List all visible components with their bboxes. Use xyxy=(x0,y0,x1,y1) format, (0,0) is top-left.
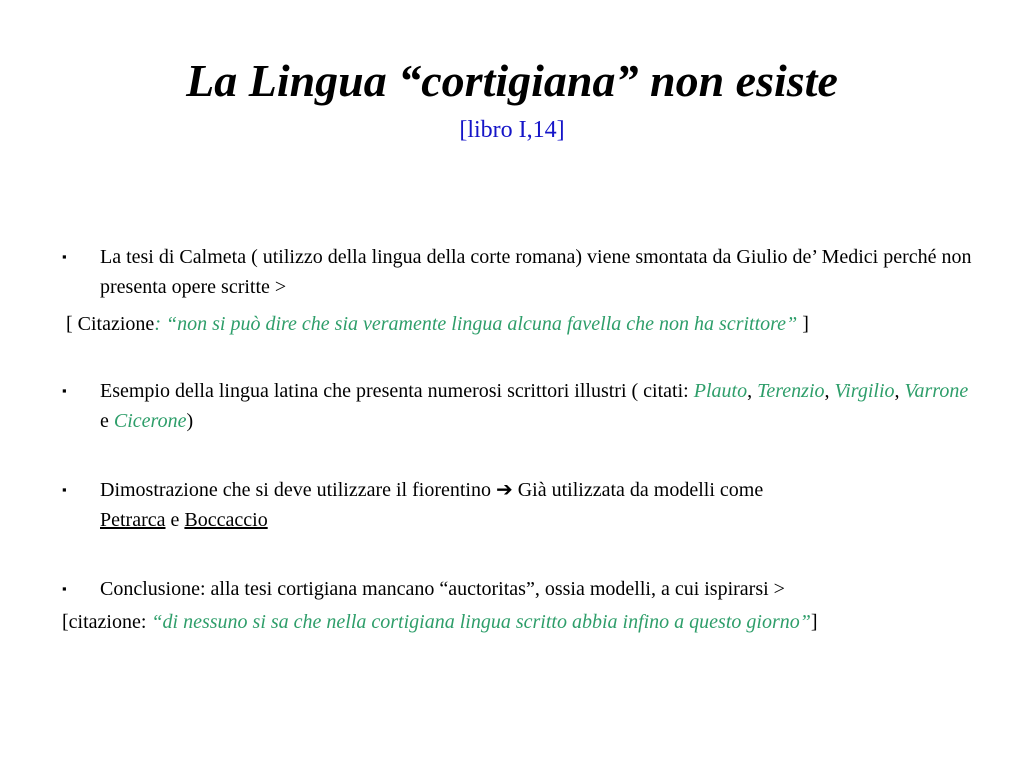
author-terenzio: Terenzio xyxy=(757,380,825,402)
citation-2 xyxy=(62,607,818,637)
bullet-square-icon: ▪ xyxy=(62,383,67,398)
bullet-item-3 xyxy=(62,475,982,535)
citation-colon: : xyxy=(154,313,166,335)
separator: , xyxy=(894,380,905,402)
author-varrone: Varrone xyxy=(904,380,969,402)
citation-1 xyxy=(66,309,809,339)
author-plauto: Plauto xyxy=(693,380,748,402)
author-cicerone: Cicerone xyxy=(113,410,187,432)
bullet-text-part1: Dimostrazione che si deve utilizzare il fiorentino xyxy=(100,479,496,501)
bullet-square-icon: ▪ xyxy=(62,249,67,264)
bullet-square-icon: ▪ xyxy=(62,482,67,497)
bullet-text xyxy=(100,376,982,436)
model-petrarca: Petrarca xyxy=(100,509,166,531)
separator: , xyxy=(824,380,835,402)
citation-close: ] xyxy=(810,611,818,633)
citation-open: [ Citazione xyxy=(66,313,155,335)
slide-title: La Lingua “cortigiana” non esiste xyxy=(186,55,838,106)
bullet-item-4 xyxy=(62,574,982,604)
citation-close: ] xyxy=(797,313,809,335)
citation-quote: “non si può dire che sia veramente lingua alcuna favella che non ha scrittore” xyxy=(165,313,798,335)
citation-open: [citazione: xyxy=(62,611,152,633)
separator: , xyxy=(747,380,758,402)
bullet-text-before: Esempio della lingua latina che presenta numerosi scrittori illustri ( citati: xyxy=(100,380,694,402)
bullet-text: Conclusione: alla tesi cortigiana mancano “auctoritas”, ossia modelli, a cui ispirarsi > xyxy=(100,578,785,600)
conjunction: e xyxy=(165,509,185,531)
bullet-text xyxy=(100,475,982,535)
bullet-item-2 xyxy=(62,376,982,436)
bullet-text-part2: Già utilizzata da modelli come xyxy=(512,479,764,501)
right-arrow-icon: ➔ xyxy=(495,479,513,501)
author-virgilio: Virgilio xyxy=(834,380,895,402)
model-boccaccio: Boccaccio xyxy=(184,509,268,531)
conjunction: e xyxy=(100,410,114,432)
slide-subtitle: [libro I,14] xyxy=(459,117,565,143)
bullet-item-1 xyxy=(62,242,982,302)
bullet-square-icon: ▪ xyxy=(62,581,67,596)
close-paren: ) xyxy=(186,410,194,432)
bullet-text: La tesi di Calmeta ( utilizzo della lingua della corte romana) viene smontata da Giulio de’ Medici perché non presenta opere scritte > xyxy=(100,246,972,298)
citation-quote: “di nessuno si sa che nella cortigiana lingua scritto abbia infino a questo giorno” xyxy=(151,611,811,633)
